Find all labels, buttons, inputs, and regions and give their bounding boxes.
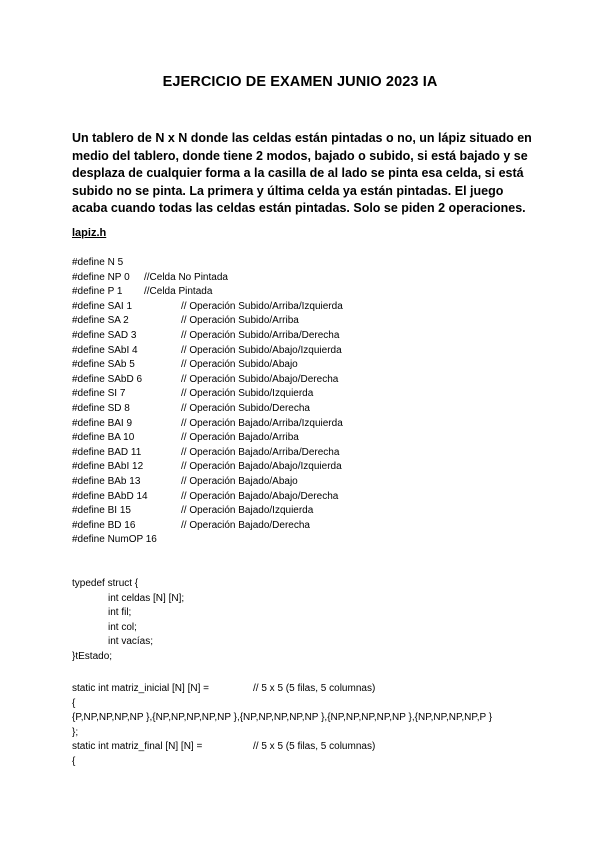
define-code: #define BD 16 xyxy=(72,519,136,531)
define-block xyxy=(72,256,343,548)
define-comment: // Operación Bajado/Izquierda xyxy=(181,505,314,517)
file-heading: lapiz.h xyxy=(72,227,107,239)
problem-statement xyxy=(72,130,532,218)
define-comment: // Operación Subido/Arriba xyxy=(181,315,299,327)
page-title: EJERCICIO DE EXAMEN JUNIO 2023 IA xyxy=(162,74,438,90)
define-comment: // Operación Bajado/Arriba/Derecha xyxy=(181,446,340,458)
define-code: #define SAb 5 xyxy=(72,359,135,371)
define-code: #define BAD 11 xyxy=(72,446,142,458)
define-code: #define SAD 3 xyxy=(72,329,137,341)
matrix-final-comment: // 5 x 5 (5 filas, 5 columnas) xyxy=(253,741,376,753)
define-comment: // Operación Subido/Abajo xyxy=(181,359,298,371)
define-code: #define NP 0 xyxy=(72,271,130,283)
struct-field: int col; xyxy=(108,621,137,633)
struct-close: }tEstado; xyxy=(72,650,113,662)
define-line xyxy=(72,271,343,286)
define-code: #define SAbD 6 xyxy=(72,373,143,385)
define-code: #define SI 7 xyxy=(72,388,126,400)
define-code: #define SA 2 xyxy=(72,315,129,327)
open-brace: { xyxy=(72,755,76,767)
define-comment: // Operación Subido/Arriba/Izquierda xyxy=(181,300,343,312)
intro-line: acaba cuando todas las celdas están pintadas. Solo se piden 2 operaciones. xyxy=(72,201,526,215)
matrix-final-decl: static int matriz_final [N] [N] = xyxy=(72,741,203,753)
define-line xyxy=(72,300,343,315)
define-comment: // Operación Bajado/Arriba xyxy=(181,432,299,444)
define-code: #define BAI 9 xyxy=(72,417,133,429)
define-comment: //Celda Pintada xyxy=(144,286,213,298)
matrix-initial-line xyxy=(72,682,492,697)
define-code: #define BAb 13 xyxy=(72,475,141,487)
define-code: #define NumOP 16 xyxy=(72,534,157,546)
define-code: #define P 1 xyxy=(72,286,123,298)
struct-field: int celdas [N] [N]; xyxy=(108,592,185,604)
struct-block xyxy=(72,577,184,665)
define-code: #define BAbI 12 xyxy=(72,461,144,473)
define-comment: // Operación Subido/Abajo/Derecha xyxy=(181,373,339,385)
intro-line: medio del tablero, donde tiene 2 modos, bajado o subido, si está bajado y se xyxy=(72,148,528,163)
define-code: #define N 5 xyxy=(72,257,124,268)
define-line xyxy=(72,519,343,534)
define-comment: // Operación Bajado/Abajo xyxy=(181,475,298,487)
define-line xyxy=(72,285,343,300)
matrix-initial-decl: static int matriz_inicial [N] [N] = xyxy=(72,683,209,694)
open-brace: { xyxy=(72,697,76,709)
define-comment: // Operación Bajado/Abajo/Izquierda xyxy=(181,461,342,473)
close-brace: }; xyxy=(72,726,79,738)
define-line xyxy=(72,533,343,548)
struct-field: int vacías; xyxy=(108,636,154,648)
define-comment: //Celda No Pintada xyxy=(144,271,228,283)
intro-line: Un tablero de N x N donde las celdas están pintadas o no, un lápiz situado en xyxy=(72,131,532,145)
define-line xyxy=(72,387,343,402)
define-comment: // Operación Bajado/Abajo/Derecha xyxy=(181,490,339,502)
define-code: #define SD 8 xyxy=(72,402,130,414)
define-comment: // Operación Subido/Arriba/Derecha xyxy=(181,329,340,341)
define-comment: // Operación Subido/Derecha xyxy=(181,402,310,414)
define-line xyxy=(72,504,343,519)
matrix-initial-values: {P,NP,NP,NP,NP },{NP,NP,NP,NP,NP },{NP,NP,NP,NP,NP },{NP,NP,NP,NP,NP },{NP,NP,NP,NP,P } xyxy=(72,712,493,724)
matrix-final-line xyxy=(72,740,492,755)
matrix-initial-comment: // 5 x 5 (5 filas, 5 columnas) xyxy=(253,683,376,694)
define-code: #define BA 10 xyxy=(72,432,135,444)
define-comment: // Operación Bajado/Arriba/Izquierda xyxy=(181,417,343,429)
define-code: #define SAbI 4 xyxy=(72,344,138,356)
define-code: #define BI 15 xyxy=(72,505,131,517)
define-line xyxy=(72,490,343,505)
define-line xyxy=(72,329,343,344)
define-line xyxy=(72,431,343,446)
struct-field: int fil; xyxy=(108,607,132,619)
define-line xyxy=(72,358,343,373)
define-line xyxy=(72,417,343,432)
define-line xyxy=(72,373,343,388)
define-line xyxy=(72,460,343,475)
define-comment: // Operación Subido/Izquierda xyxy=(181,388,314,400)
define-line xyxy=(72,344,343,359)
define-line xyxy=(72,402,343,417)
struct-open: typedef struct { xyxy=(72,578,139,589)
define-line xyxy=(72,256,343,271)
define-line xyxy=(72,446,343,461)
define-comment: // Operación Subido/Abajo/Izquierda xyxy=(181,344,342,356)
define-code: #define BAbD 14 xyxy=(72,490,148,502)
define-code: #define SAI 1 xyxy=(72,300,133,312)
define-line xyxy=(72,475,343,490)
matrix-block xyxy=(72,682,492,770)
intro-line: subido no se pinta. La primera y última celda ya están pintadas. El juego xyxy=(72,183,504,198)
define-comment: // Operación Bajado/Derecha xyxy=(181,519,310,531)
intro-line: desplaza de cualquier forma a la casilla de al lado se pinta esa celda, si está xyxy=(72,166,524,180)
define-line xyxy=(72,314,343,329)
